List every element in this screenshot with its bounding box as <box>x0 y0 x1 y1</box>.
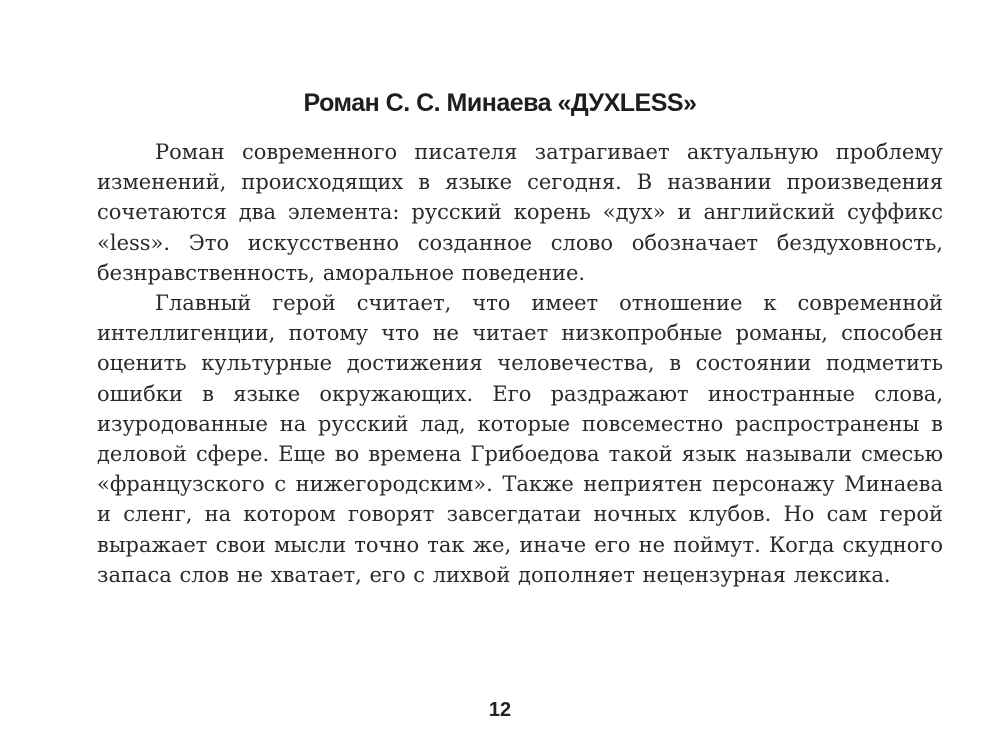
body-text <box>97 137 943 590</box>
page-number: 12 <box>488 699 512 721</box>
paragraph-1: Роман современного писателя затрагивает актуальную проблему изменений, происходящих в языке сегодня. В названии произведения сочетаются два элемента: русский корень «дух» и английский суффикс «less». Это искусственно созданное слово обозначает бездуховность, безнравственность, аморальное поведение. <box>97 140 943 285</box>
paragraph-2: Главный герой считает, что имеет отношение к современной интеллигенции, потому что не читает низкопробные романы, способен оценить культурные достижения человечества, в состоянии подметить ошибки в языке окружающих. Его раздражают иностранные слова, изуродованные на русский лад, которые повсеместно распространены в деловой сфере. Еще во времена Грибоедова такой язык называли смесью «французского с нижегородским». Также неприятен персонажу Минаева и сленг, на котором говорят завсегдатаи ночных клубов. Но сам герой выражает свои мысли точно так же, иначе его не поймут. Когда скудного запаса слов не хватает, его с лихвой дополняет нецензурная лексика. <box>97 291 943 587</box>
chapter-heading: Роман С. С. Минаева «ДУХLESS» <box>303 89 697 117</box>
